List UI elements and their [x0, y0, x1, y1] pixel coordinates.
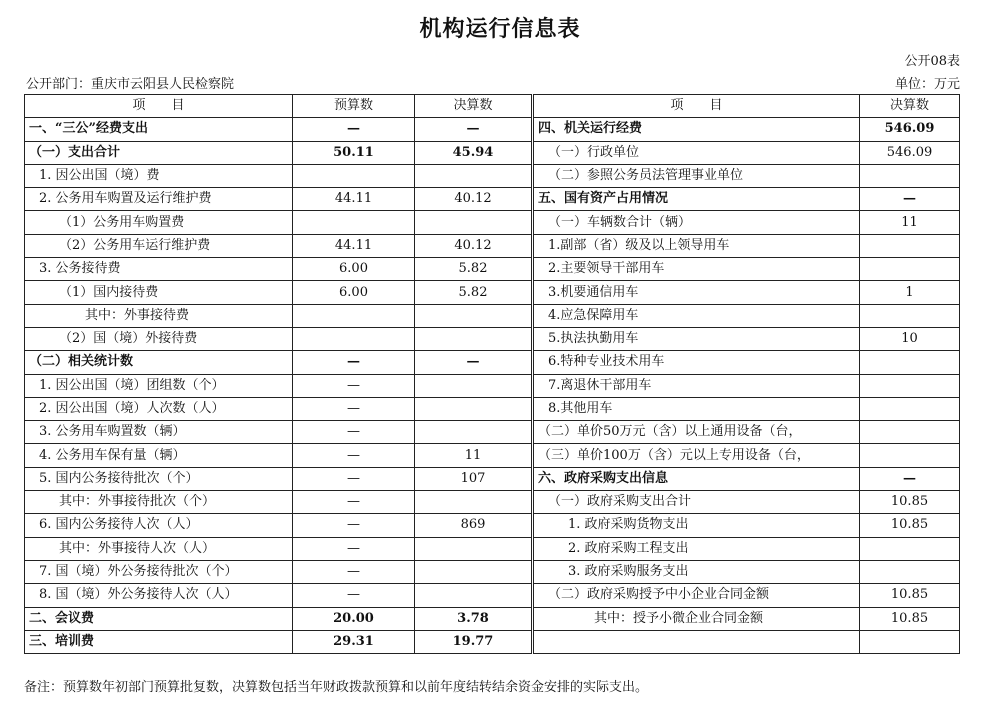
- budget-cell: 20.00: [293, 607, 415, 630]
- budget-cell: 44.11: [293, 188, 415, 211]
- right-final-cell: [860, 374, 960, 397]
- final-cell: [415, 327, 532, 350]
- right-item-cell: 7.离退休干部用车: [534, 374, 860, 397]
- table-row: [25, 164, 960, 187]
- header-item-right: 项 目: [534, 95, 860, 118]
- form-number: 公开08表: [904, 54, 960, 69]
- budget-cell: —: [293, 397, 415, 420]
- left-item-cell: 二、会议费: [25, 607, 293, 630]
- budget-cell: 6.00: [293, 258, 415, 281]
- right-item-cell: 1.副部（省）级及以上领导用车: [534, 234, 860, 257]
- table-row: [25, 537, 960, 560]
- unit-label: 单位：万元: [894, 77, 960, 92]
- left-item-cell: （1）国内接待费: [25, 281, 293, 304]
- budget-cell: —: [293, 537, 415, 560]
- left-item-cell: 一、“三公”经费支出: [25, 118, 293, 141]
- table-row: [25, 234, 960, 257]
- right-final-cell: [860, 397, 960, 420]
- left-item-cell: （2）国（境）外接待费: [25, 327, 293, 350]
- right-item-cell: 4.应急保障用车: [534, 304, 860, 327]
- header-final: 决算数: [415, 95, 532, 118]
- budget-cell: —: [293, 467, 415, 490]
- table-body: [25, 118, 960, 654]
- table-header-row: [25, 95, 960, 118]
- right-item-cell: （一）车辆数合计（辆）: [534, 211, 860, 234]
- left-item-cell: （1）公务用车购置费: [25, 211, 293, 234]
- left-item-cell: （2）公务用车运行维护费: [25, 234, 293, 257]
- budget-cell: 29.31: [293, 630, 415, 653]
- budget-cell: [293, 164, 415, 187]
- right-item-cell: 四、机关运行经费: [534, 118, 860, 141]
- right-final-cell: [860, 560, 960, 583]
- left-item-cell: 3. 公务接待费: [25, 258, 293, 281]
- table-row: [25, 351, 960, 374]
- final-cell: 5.82: [415, 258, 532, 281]
- footnote: 备注：预算数年初部门预算批复数，决算数包括当年财政拨款预算和以前年度结转结余资金安排的实际支出。: [24, 680, 649, 695]
- left-item-cell: 其中：外事接待批次（个）: [25, 491, 293, 514]
- right-final-cell: —: [860, 467, 960, 490]
- final-cell: [415, 211, 532, 234]
- table-row: [25, 118, 960, 141]
- right-item-cell: 1. 政府采购货物支出: [534, 514, 860, 537]
- right-final-cell: 10.85: [860, 607, 960, 630]
- budget-cell: [293, 327, 415, 350]
- final-cell: [415, 374, 532, 397]
- final-cell: [415, 421, 532, 444]
- table-row: [25, 327, 960, 350]
- final-cell: 40.12: [415, 188, 532, 211]
- left-item-cell: 3. 公务用车购置数（辆）: [25, 421, 293, 444]
- right-item-cell: 5.执法执勤用车: [534, 327, 860, 350]
- right-final-cell: [860, 444, 960, 467]
- right-item-cell: 2.主要领导干部用车: [534, 258, 860, 281]
- final-cell: 19.77: [415, 630, 532, 653]
- final-cell: [415, 537, 532, 560]
- right-final-cell: 10.85: [860, 584, 960, 607]
- left-item-cell: 4. 公务用车保有量（辆）: [25, 444, 293, 467]
- budget-cell: —: [293, 118, 415, 141]
- left-item-cell: （一）支出合计: [25, 141, 293, 164]
- right-item-cell: 3. 政府采购服务支出: [534, 560, 860, 583]
- table-row: [25, 491, 960, 514]
- table-row: [25, 281, 960, 304]
- budget-cell: [293, 304, 415, 327]
- department-label: 公开部门：重庆市云阳县人民检察院: [26, 77, 235, 92]
- right-final-cell: 546.09: [860, 141, 960, 164]
- left-item-cell: 1. 因公出国（境）费: [25, 164, 293, 187]
- right-final-cell: [860, 421, 960, 444]
- right-final-cell: [860, 258, 960, 281]
- table-row: [25, 188, 960, 211]
- final-cell: 45.94: [415, 141, 532, 164]
- table-row: [25, 560, 960, 583]
- left-item-cell: 6. 国内公务接待人次（人）: [25, 514, 293, 537]
- right-final-cell: 10.85: [860, 514, 960, 537]
- table-row: [25, 304, 960, 327]
- table-row: [25, 397, 960, 420]
- right-final-cell: 11: [860, 211, 960, 234]
- final-cell: 107: [415, 467, 532, 490]
- header-item-left: 项 目: [25, 95, 293, 118]
- budget-cell: —: [293, 514, 415, 537]
- right-item-cell: （二）单价50万元（含）以上通用设备（台，: [534, 421, 860, 444]
- table-row: [25, 514, 960, 537]
- table-row: [25, 444, 960, 467]
- left-item-cell: 5. 国内公务接待批次（个）: [25, 467, 293, 490]
- right-final-cell: [860, 234, 960, 257]
- budget-cell: —: [293, 351, 415, 374]
- table-row: [25, 630, 960, 653]
- budget-cell: —: [293, 421, 415, 444]
- table-row: [25, 211, 960, 234]
- right-final-cell: 10: [860, 327, 960, 350]
- final-cell: 40.12: [415, 234, 532, 257]
- left-item-cell: 其中：外事接待费: [25, 304, 293, 327]
- right-item-cell: 6.特种专业技术用车: [534, 351, 860, 374]
- left-item-cell: 2. 公务用车购置及运行维护费: [25, 188, 293, 211]
- final-cell: [415, 584, 532, 607]
- budget-cell: [293, 211, 415, 234]
- right-item-cell: （二）政府采购授予中小企业合同金额: [534, 584, 860, 607]
- budget-cell: —: [293, 491, 415, 514]
- final-cell: [415, 164, 532, 187]
- header-final-right: 决算数: [860, 95, 960, 118]
- budget-cell: —: [293, 444, 415, 467]
- table-title: 机构运行信息表: [419, 17, 581, 42]
- budget-cell: 6.00: [293, 281, 415, 304]
- right-item-cell: （一）行政单位: [534, 141, 860, 164]
- right-final-cell: [860, 164, 960, 187]
- budget-cell: —: [293, 374, 415, 397]
- right-final-cell: —: [860, 188, 960, 211]
- left-item-cell: 2. 因公出国（境）人次数（人）: [25, 397, 293, 420]
- table-row: [25, 374, 960, 397]
- final-cell: [415, 397, 532, 420]
- left-item-cell: 8. 国（境）外公务接待人次（人）: [25, 584, 293, 607]
- table-row: [25, 421, 960, 444]
- final-cell: 3.78: [415, 607, 532, 630]
- left-item-cell: 其中：外事接待人次（人）: [25, 537, 293, 560]
- final-cell: —: [415, 351, 532, 374]
- final-cell: [415, 304, 532, 327]
- table-row: [25, 467, 960, 490]
- left-item-cell: 三、培训费: [25, 630, 293, 653]
- right-item-cell: （三）单价100万（含）元以上专用设备（台，: [534, 444, 860, 467]
- right-final-cell: 546.09: [860, 118, 960, 141]
- final-cell: [415, 560, 532, 583]
- right-final-cell: [860, 351, 960, 374]
- table-row: [25, 258, 960, 281]
- right-item-cell: [534, 630, 860, 653]
- left-item-cell: 1. 因公出国（境）团组数（个）: [25, 374, 293, 397]
- right-final-cell: 10.85: [860, 491, 960, 514]
- info-table: [24, 94, 960, 654]
- right-item-cell: 3.机要通信用车: [534, 281, 860, 304]
- left-item-cell: 7. 国（境）外公务接待批次（个）: [25, 560, 293, 583]
- table-row: [25, 584, 960, 607]
- right-item-cell: 其中：授予小微企业合同金额: [534, 607, 860, 630]
- right-final-cell: [860, 304, 960, 327]
- right-item-cell: 五、国有资产占用情况: [534, 188, 860, 211]
- final-cell: 869: [415, 514, 532, 537]
- right-item-cell: （二）参照公务员法管理事业单位: [534, 164, 860, 187]
- right-final-cell: 1: [860, 281, 960, 304]
- budget-cell: —: [293, 584, 415, 607]
- header-budget: 预算数: [293, 95, 415, 118]
- budget-cell: 44.11: [293, 234, 415, 257]
- final-cell: —: [415, 118, 532, 141]
- right-item-cell: 六、政府采购支出信息: [534, 467, 860, 490]
- budget-cell: —: [293, 560, 415, 583]
- table-row: [25, 141, 960, 164]
- final-cell: 11: [415, 444, 532, 467]
- right-final-cell: [860, 537, 960, 560]
- left-item-cell: （二）相关统计数: [25, 351, 293, 374]
- budget-cell: 50.11: [293, 141, 415, 164]
- final-cell: [415, 491, 532, 514]
- final-cell: 5.82: [415, 281, 532, 304]
- right-item-cell: （一）政府采购支出合计: [534, 491, 860, 514]
- table-row: [25, 607, 960, 630]
- right-final-cell: [860, 630, 960, 653]
- right-item-cell: 8.其他用车: [534, 397, 860, 420]
- right-item-cell: 2. 政府采购工程支出: [534, 537, 860, 560]
